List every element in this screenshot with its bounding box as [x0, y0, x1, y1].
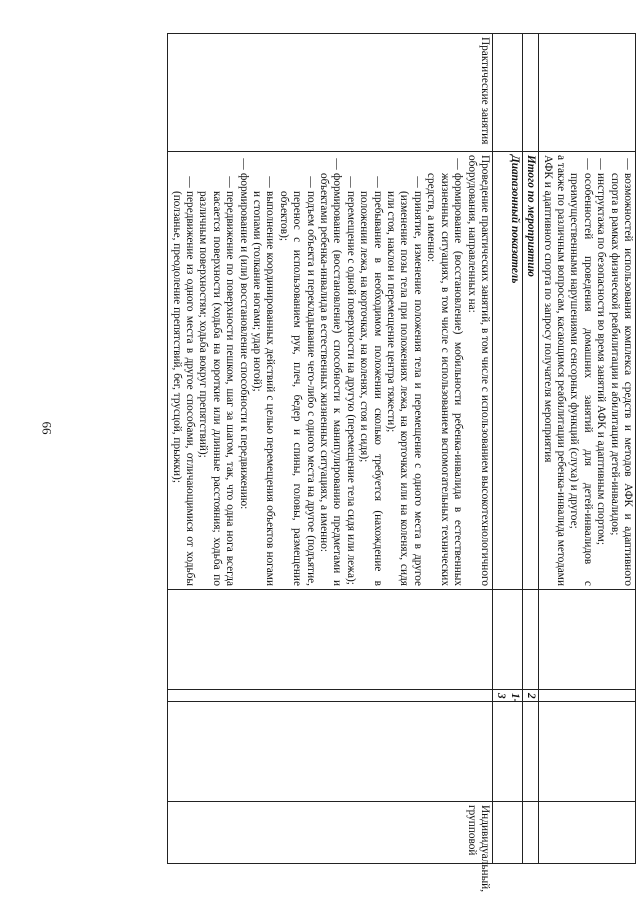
list-item — [424, 155, 464, 586]
list-item-text: пребывание в необходимом положении сколько требуется (нахождение в положении лежа, на корточках, на коленях, стоя и сидя); — [358, 191, 384, 586]
list-item-text: формирование (восстановление) мобильности ребенка-инвалида в естественных жизненных ситуациях, в том числе с использованием вспомогательных технических средств, а именно: — [425, 173, 465, 586]
list-item — [236, 155, 249, 586]
list-item — [250, 155, 277, 586]
empty-cell — [522, 34, 538, 152]
empty-cell — [522, 802, 538, 864]
description-tail: а также по различным вопросам, касающимся реабилитации ребенка-инвалида методами АФК и адаптивного спорта по запросу получателя мероприятия — [541, 155, 567, 586]
dash-marker: — — [304, 176, 317, 188]
list-item — [276, 155, 316, 586]
description-intro: Проведение практических занятий, в том числе с использованием высокотехнологичного оборудования, направленных на: — [465, 155, 491, 586]
empty-cell — [539, 702, 636, 802]
list-item-text: выполнение координированных действий с целью перемещения объектов ногами и стопами (толкание ногами; удар ногой); — [251, 191, 277, 586]
page-number: 66 — [39, 421, 55, 435]
total-label: Итого по мероприятию — [522, 152, 538, 590]
list-item: — возможностей использования комплекса средств и методов АФК и адаптивного спорта в рамках физической реабилитации и абилитации детей-инвалидов; — [608, 158, 634, 586]
dash-marker: — — [452, 158, 465, 170]
empty-cell — [168, 702, 493, 802]
range-label: Диапазонный показатель — [492, 152, 522, 590]
list-item-text: подъем объекта и перекладывание чего-либо с одного места на другое (подъятие, перенос с использованием рук, плеч, бедер и спины, головы, размещение объектов); — [277, 191, 317, 586]
list-item — [169, 155, 196, 586]
list-item — [384, 155, 424, 586]
table-row — [522, 34, 538, 864]
list-item — [317, 155, 344, 586]
dash-marker: — — [331, 158, 344, 170]
list-item-text: формирование и (или) восстановление способности к передвижению: — [237, 173, 250, 510]
table-row — [168, 34, 493, 864]
table-row — [539, 34, 636, 864]
description-cell — [168, 152, 493, 590]
dash-marker: — — [184, 176, 196, 188]
list-item: — особенностей проведения домашних занятий для детей-инвалидов с преимущественными нарушениями сенсорных функций (слуха) и другое; — [568, 158, 594, 586]
dash-marker: — — [237, 158, 250, 170]
list-item-text: принятие, изменение положения тела и перемещение с одного места в другое (изменение позы тела при положениях лежа, на корточках или на коленях, сидя или стоя, наклон и перемещение центра тяжести); — [385, 191, 424, 586]
range-value: 1-3 — [492, 690, 522, 702]
empty-cell — [522, 590, 538, 690]
empty-cell — [539, 802, 636, 864]
list-item-text: перемещение с одной поверхности на другую (перемещение тела сидя или лежа); — [344, 191, 357, 585]
service-table — [167, 33, 636, 893]
dash-marker: — — [264, 176, 277, 188]
service-form: Индивидуальный, групповой — [168, 802, 493, 864]
list-item — [343, 155, 356, 586]
empty-cell — [492, 34, 522, 152]
table-row — [492, 34, 522, 864]
empty-cell — [168, 690, 493, 702]
empty-cell — [492, 590, 522, 690]
empty-cell — [539, 590, 636, 690]
list-item-text: передвижение по поверхности пешком, шаг за шагом, так, что одна нога всегда касается поверхности (ходьба на короткие или длинные расстояния; ходьба по различным поверхностям; ходьба вокруг препятствий); — [197, 191, 237, 586]
list-item-text: передвижение из одного места в другое способами, отличающимися от ходьбы (ползанье, преодоление препятствий, бег, трусцой, прыжки); — [170, 191, 196, 586]
total-value: 2 — [522, 690, 538, 702]
service-type: Практические занятия — [168, 34, 493, 152]
rotated-page-content — [73, 33, 636, 893]
empty-cell — [492, 702, 522, 802]
list-item — [196, 155, 236, 586]
dash-marker: — — [411, 176, 424, 188]
type-cell-empty — [539, 34, 636, 152]
dash-marker: — — [344, 176, 357, 188]
list-item: — инструктажа по безопасности во время занятий АФК и адаптивным спортом; — [595, 158, 608, 545]
empty-cell — [522, 702, 538, 802]
empty-cell — [539, 690, 636, 702]
list-item-text: формирование (восстановление) способности к манипулированию предметами и объектами ребенка-инвалида в естественных жизненных ситуациях, а именно: — [318, 173, 344, 586]
dash-marker: — — [371, 176, 384, 188]
description-list — [169, 155, 464, 586]
empty-cell — [168, 590, 493, 690]
description-cell — [539, 152, 636, 590]
list-item — [357, 155, 384, 586]
empty-cell — [492, 802, 522, 864]
dash-marker: — — [224, 176, 237, 188]
